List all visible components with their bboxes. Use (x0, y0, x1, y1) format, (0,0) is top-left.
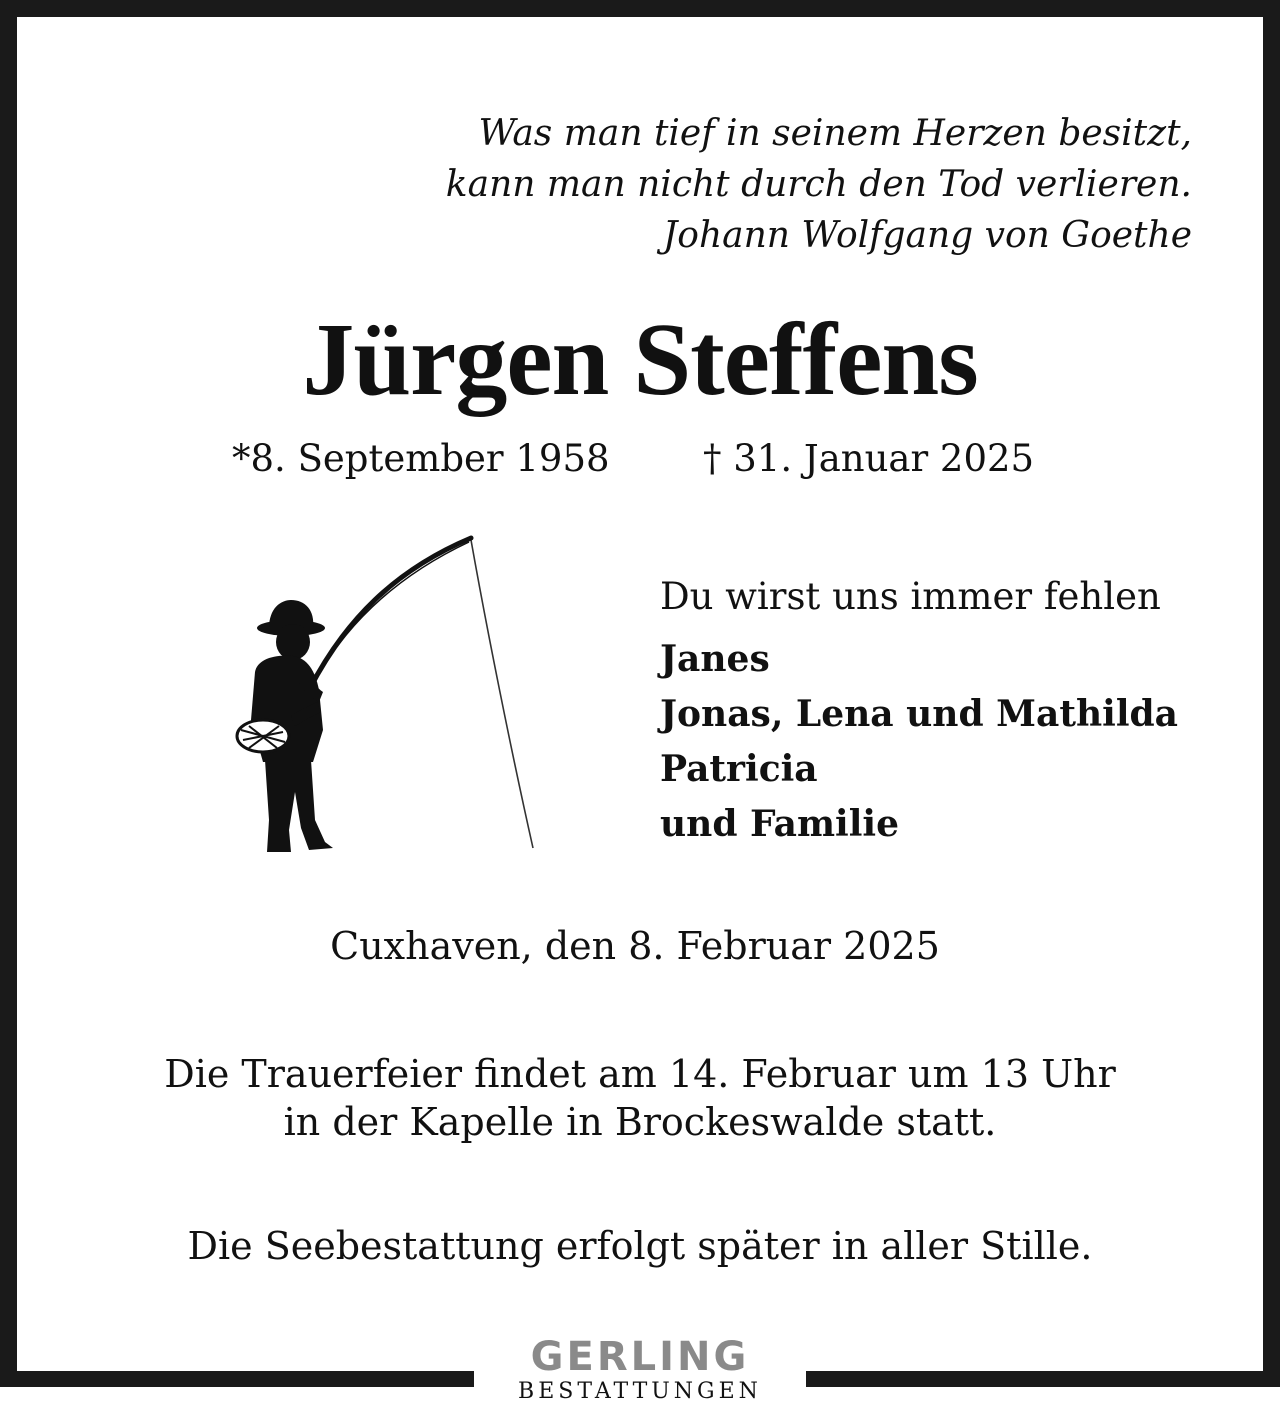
ceremony-info (0, 1050, 1280, 1146)
logo-main-text: GERLING (530, 1334, 750, 1380)
fisherman-silhouette-icon (225, 530, 545, 860)
border-top (0, 0, 1280, 17)
mourners-intro: Du wirst uns immer fehlen (660, 575, 1161, 618)
quote-author: Johann Wolfgang von Goethe (662, 215, 1192, 256)
goethe-quote (446, 108, 1192, 261)
quote-line-1: Was man tief in seinem Herzen besitzt, (478, 113, 1192, 154)
ceremony-line-2: in der Kapelle in Brockeswalde statt. (283, 1100, 997, 1144)
mourner-name: Jonas, Lena und Mathilda (660, 693, 1179, 735)
funeral-home-logo (474, 1335, 806, 1405)
death-date: † 31. Januar 2025 (703, 437, 1035, 480)
logo-sub-text: BESTATTUNGEN (518, 1379, 762, 1404)
mourner-name: und Familie (660, 803, 899, 845)
border-left (0, 0, 17, 1387)
mourners-names (660, 632, 1178, 852)
deceased-name: Jürgen Steffens (302, 302, 978, 417)
mourners-block (660, 572, 1178, 852)
place-date: Cuxhaven, den 8. Februar 2025 (330, 924, 940, 968)
mourner-name: Patricia (660, 748, 818, 790)
border-bottom-right (806, 1371, 1280, 1387)
burial-info: Die Seebestattung erfolgt später in aller Stille. (187, 1224, 1093, 1268)
border-bottom-left (0, 1371, 474, 1387)
border-right (1263, 0, 1280, 1387)
quote-line-2: kann man nicht durch den Tod verlieren. (445, 164, 1192, 205)
mourner-name: Janes (660, 638, 770, 680)
birth-date: *8. September 1958 (232, 437, 610, 480)
ceremony-line-1: Die Trauerfeier findet am 14. Februar um 13 Uhr (164, 1052, 1116, 1096)
